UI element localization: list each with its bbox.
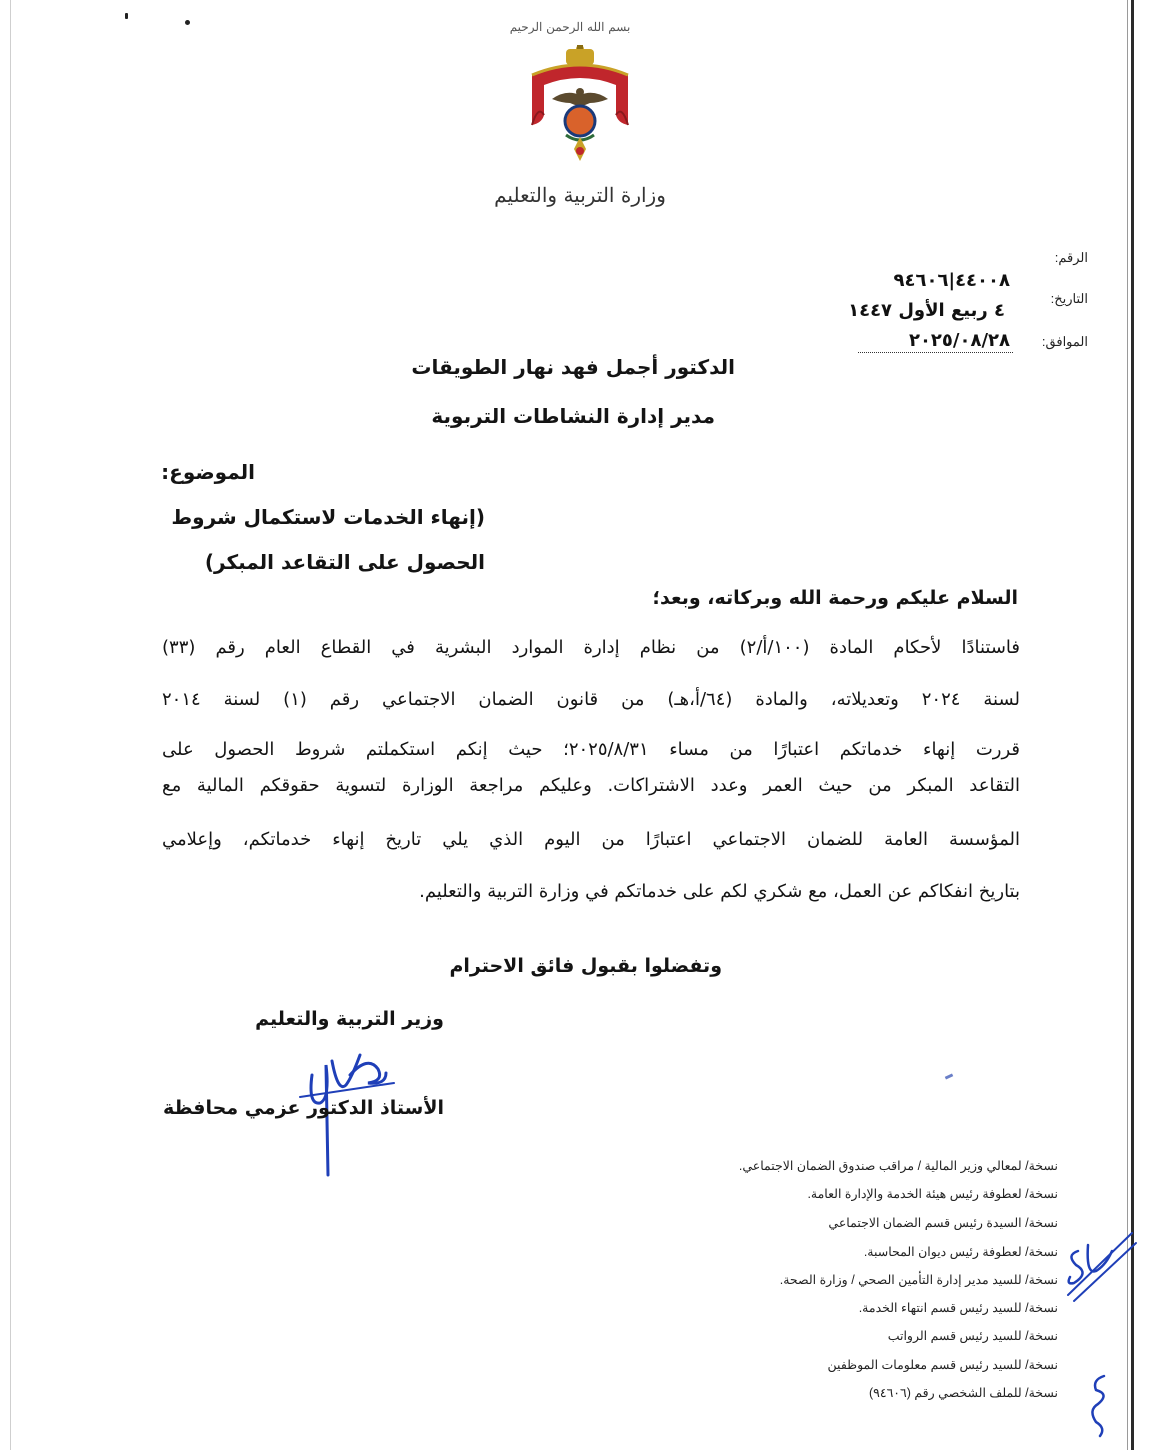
ministry-name: وزارة التربية والتعليم bbox=[494, 183, 666, 207]
body-line: قررت إنهاء خدماتكم اعتبارًا من مساء ٢٠٢٥/٨/٣١؛ حيث إنكم استكملتم شروط الحصول على bbox=[162, 739, 1020, 760]
initials-mark bbox=[1060, 1225, 1140, 1305]
cc-line: نسخة/ للسيد رئيس قسم الرواتب bbox=[887, 1329, 1058, 1343]
corresponding-value: ٢٠٢٥/٠٨/٢٨ bbox=[908, 330, 1010, 351]
ref-value: ٤٤٠٠٨|٩٤٦٠٦ bbox=[893, 270, 1010, 291]
minister-name: الأستاذ الدكتور عزمي محافظة bbox=[163, 1097, 444, 1119]
body-line: لسنة ٢٠٢٤ وتعديلاته، والمادة (٦٤/أ،هـ) من قانون الضمان الاجتماعي رقم (١) لسنة ٢٠١٤ bbox=[162, 689, 1020, 710]
body-line: المؤسسة العامة للضمان الاجتماعي اعتبارًا من اليوم الذي يلي تاريخ إنهاء خدماتكم، وإعلامي bbox=[162, 829, 1020, 850]
body-line: فاستنادًا لأحكام المادة (١٠٠/أ/٢) من نظام إدارة الموارد البشرية في القطاع العام رقم (٣٣) bbox=[162, 637, 1020, 658]
bismillah: بسم الله الرحمن الرحيم bbox=[509, 20, 631, 34]
cc-line: نسخة/ للملف الشخصي رقم (٩٤٦٠٦) bbox=[868, 1386, 1058, 1400]
cc-line: نسخة/ لعطوفة رئيس هيئة الخدمة والإدارة العامة. bbox=[807, 1187, 1058, 1201]
scan-left-edge bbox=[10, 0, 11, 1450]
subject-line-1: (إنهاء الخدمات لاستكمال شروط bbox=[171, 505, 485, 529]
cc-line: نسخة/ السيدة رئيس قسم الضمان الاجتماعي bbox=[828, 1216, 1058, 1230]
recipient-name: الدكتور أجمل فهد نهار الطويقات bbox=[411, 355, 735, 379]
subject-label: الموضوع: bbox=[161, 460, 255, 484]
date-value: ٤ ربيع الأول ١٤٤٧ bbox=[848, 300, 1005, 321]
cc-line: نسخة/ لعطوفة رئيس ديوان المحاسبة. bbox=[863, 1245, 1058, 1259]
dotted-rule bbox=[858, 352, 1013, 353]
scan-speck bbox=[185, 20, 190, 25]
scan-speck bbox=[125, 13, 128, 19]
body-line: التقاعد المبكر من حيث العمر وعدد الاشتراكات. وعليكم مراجعة الوزارة لتسوية حقوقكم المالية مع bbox=[162, 775, 1020, 796]
recipient-title: مدير إدارة النشاطات التربوية bbox=[431, 404, 715, 428]
margin-mark bbox=[1080, 1370, 1120, 1440]
body-line: بتاريخ انفكاكم عن العمل، مع شكري لكم على خدماتكم في وزارة التربية والتعليم. bbox=[419, 881, 1020, 902]
ref-label: الرقم: bbox=[1054, 250, 1088, 265]
cc-line: نسخة/ للسيد رئيس قسم معلومات الموظفين bbox=[827, 1358, 1058, 1372]
minister-title: وزير التربية والتعليم bbox=[255, 1008, 444, 1030]
ink-mark bbox=[945, 1073, 954, 1079]
greeting: السلام عليكم ورحمة الله وبركاته، وبعد؛ bbox=[652, 587, 1018, 609]
cc-line: نسخة/ للسيد رئيس قسم انتهاء الخدمة. bbox=[858, 1301, 1058, 1315]
cc-line: نسخة/ لمعالي وزير المالية / مراقب صندوق الضمان الاجتماعي. bbox=[738, 1159, 1058, 1173]
date-label: التاريخ: bbox=[1050, 291, 1088, 306]
coat-of-arms-emblem bbox=[520, 45, 640, 165]
corresponding-label: الموافق: bbox=[1041, 334, 1088, 349]
subject-line-2: الحصول على التقاعد المبكر) bbox=[204, 550, 485, 574]
cc-line: نسخة/ للسيد مدير إدارة التأمين الصحي / وزارة الصحة. bbox=[779, 1273, 1058, 1287]
closing: وتفضلوا بقبول فائق الاحترام bbox=[449, 955, 722, 977]
